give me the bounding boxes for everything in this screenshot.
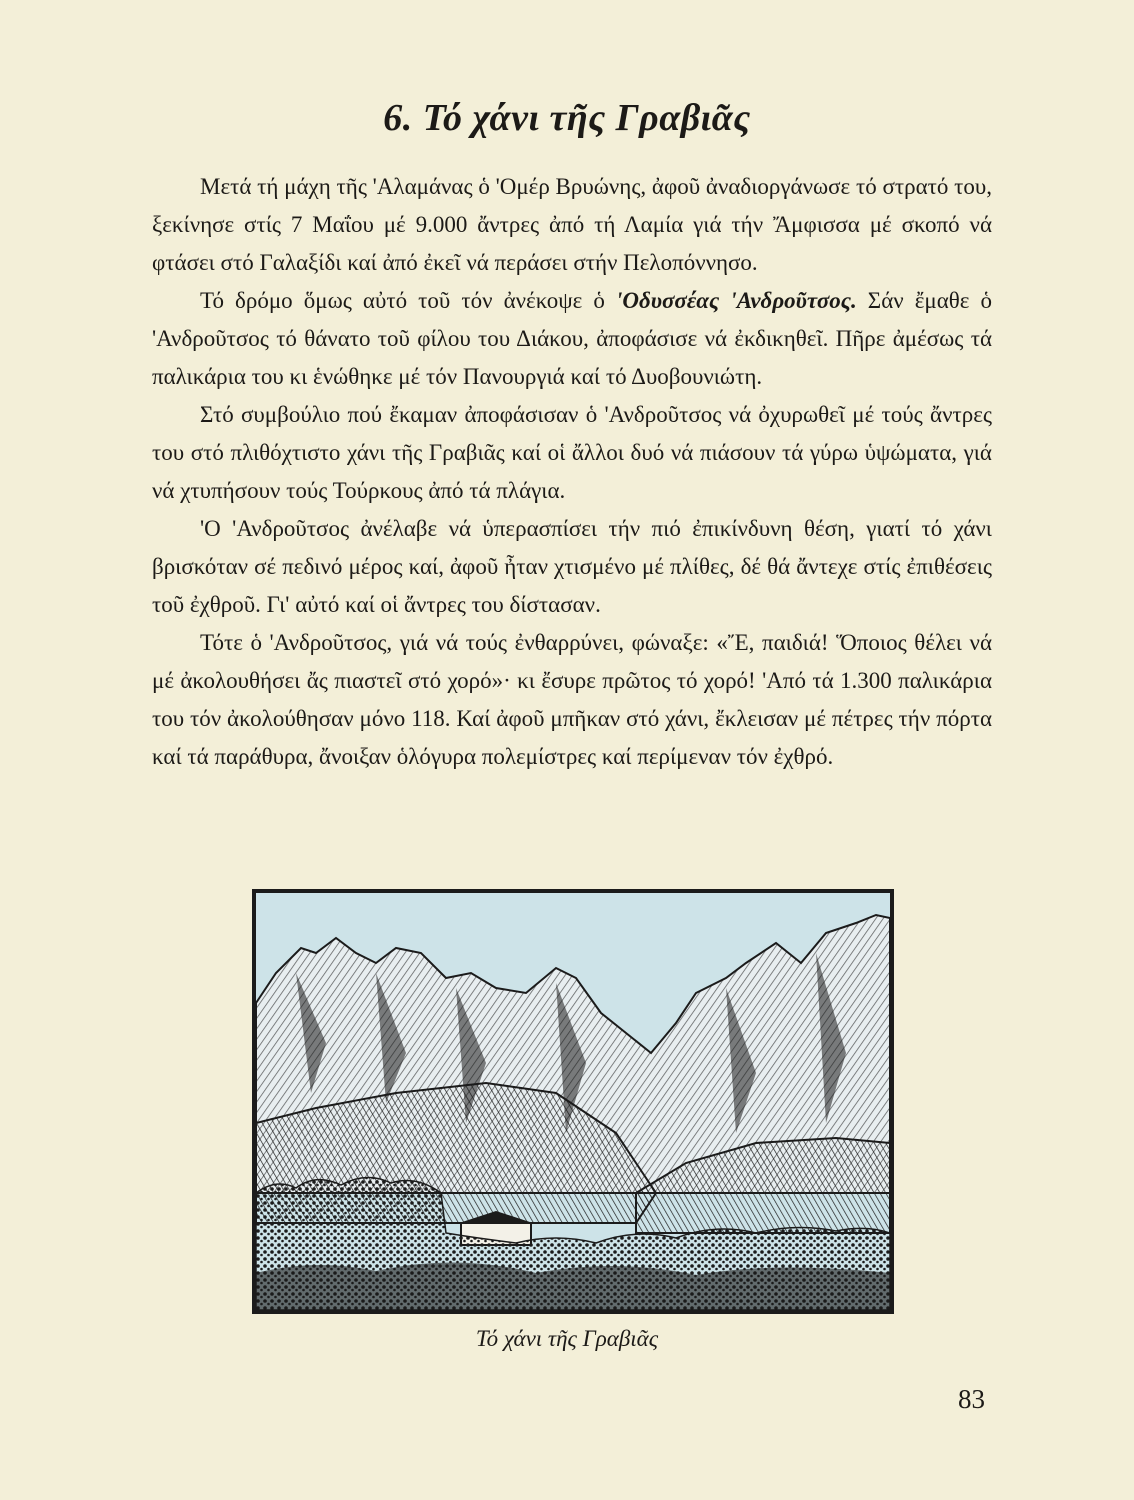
chapter-text [152, 168, 992, 776]
highlighted-name: 'Οδυσσέας 'Ανδροῦτσος. [615, 288, 857, 313]
chapter-title: 6. Τό χάνι τῆς Γραβιᾶς [383, 97, 751, 139]
paragraph: Στό συμβούλιο πού ἔκαμαν ἀποφάσισαν ὁ 'Ανδροῦτσος νά ὀχυρωθεῖ μέ τούς ἄντρες του στό πλιθόχτιστο χάνι τῆς Γραβιᾶς καί οἱ ἄλλοι δυό νά πιάσουν τά γύρω ὑψώματα, γιά νά χτυπήσουν τούς Τούρκους ἀπό τά πλάγια. [152, 402, 992, 503]
paragraph-text: Τό δρόμο ὅμως αὐτό τοῦ τόν ἀνέκοψε ὁ [200, 288, 616, 313]
mountain-engraving [256, 893, 890, 1310]
mountain-illustration [252, 889, 894, 1314]
paragraph: 'Ο 'Ανδροῦτσος ἀνέλαβε νά ὑπερασπίσει τήν πιό ἐπικίνδυνη θέση, γιατί τό χάνι βρισκόταν σέ πεδινό μέρος καί, ἀφοῦ ἦταν χτισμένο μέ πλίθες, δέ θά ἄντεχε στίς ἐπιθέσεις τοῦ ἐχθροῦ. Γι' αὐτό καί οἱ ἄντρες του δίστασαν. [152, 516, 992, 617]
figure-caption: Τό χάνι τῆς Γραβιᾶς [475, 1326, 659, 1351]
paragraph: Τότε ὁ 'Ανδροῦτσος, γιά νά τούς ἐνθαρρύνει, φώναξε: «Ἔ, παιδιά! Ὅποιος θέλει νά μέ ἀκολουθήσει ἄς πιαστεῖ στό χορό»· κι ἔσυρε πρῶτος τό χορό! 'Από τά 1.300 παλικάρια του τόν ἀκολούθησαν μόνο 118. Καί ἀφοῦ μπῆκαν στό χάνι, ἔκλεισαν μέ πέτρες τήν πόρτα καί τά παράθυρα, ἄνοιξαν ὁλόγυρα πολεμίστρες καί περίμεναν τόν ἐχθρό. [152, 630, 992, 769]
paragraph-text: Σάν ἔμαθε ὁ 'Ανδροῦτσος τό θάνατο τοῦ φίλου του Διάκου, ἀποφάσισε νά ἐκδικηθεῖ. Πῆρε ἀμέσως τά παλικάρια του κι ἑνώθηκε μέ τόν Πανουργιά καί τό Δυοβουνιώτη. [152, 288, 993, 389]
paragraph: Μετά τή μάχη τῆς 'Αλαμάνας ὁ 'Ομέρ Βρυώνης, ἀφοῦ ἀναδιοργάνωσε τό στρατό του, ξεκίνησε στίς 7 Μαΐου μέ 9.000 ἄντρες ἀπό τή Λαμία γιά τήν Ἄμφισσα μέ σκοπό νά φτάσει στό Γαλαξίδι καί ἀπό ἐκεῖ νά περάσει στήν Πελοπόννησο. [152, 174, 992, 275]
paragraph [152, 282, 992, 396]
page-number: 83 [958, 1384, 985, 1414]
